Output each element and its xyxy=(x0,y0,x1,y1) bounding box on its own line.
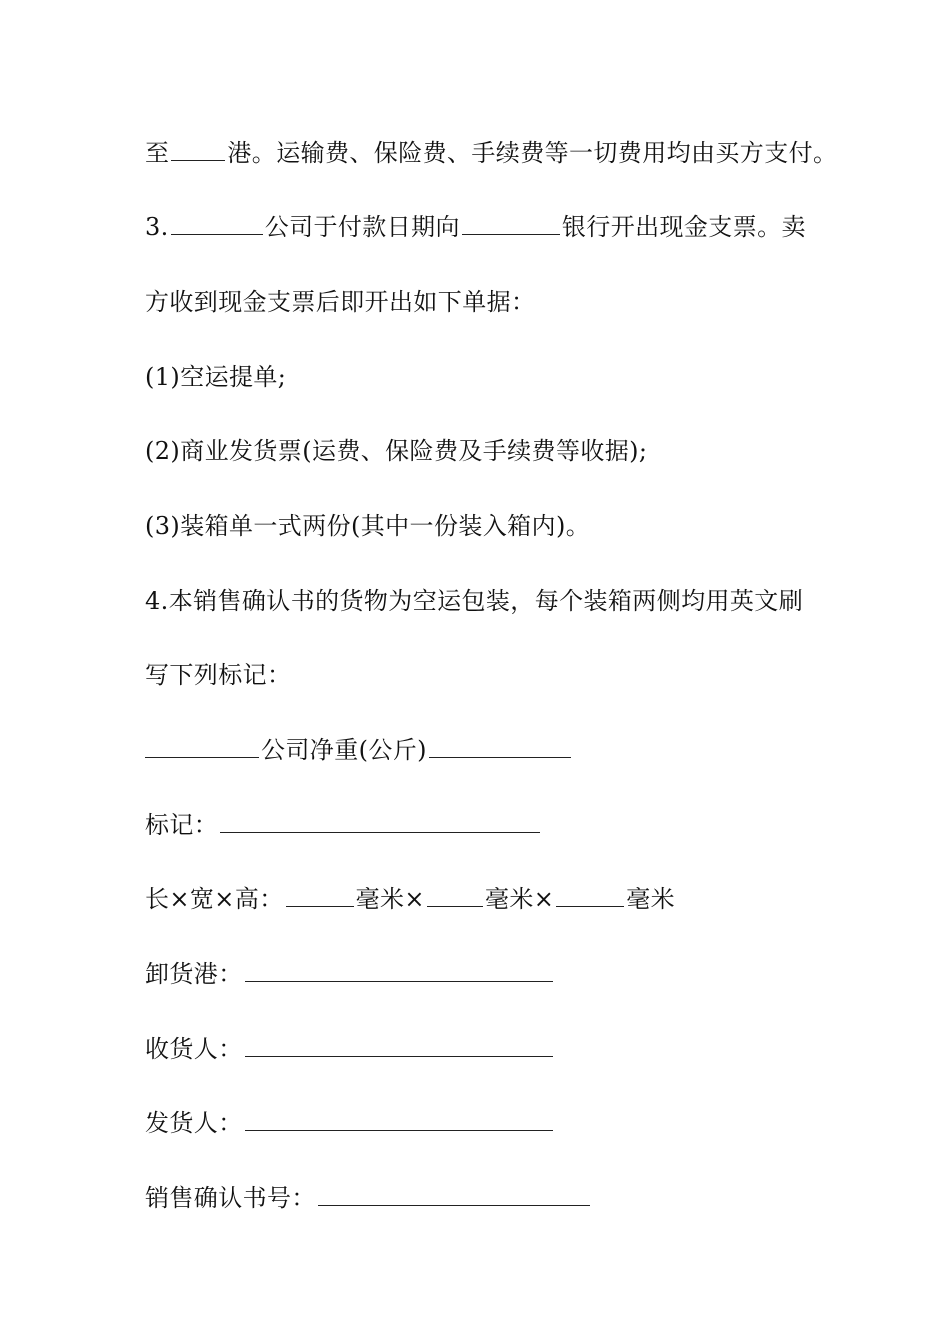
text-segment: 4.本销售确认书的货物为空运包装，每个装箱两侧均用英文刷 xyxy=(145,587,804,615)
fill-blank xyxy=(286,884,354,907)
text-segment: (1)空运提单; xyxy=(145,363,287,391)
text-line-item-1 xyxy=(145,362,286,392)
text-line-company-weight xyxy=(145,735,573,765)
text-segment: 公司于付款日期向 xyxy=(264,213,460,241)
fill-blank xyxy=(171,212,263,235)
text-line-marks-intro xyxy=(145,660,291,690)
fill-blank xyxy=(462,212,560,235)
fill-blank xyxy=(429,735,571,758)
text-segment: 写下列标记： xyxy=(145,661,292,689)
text-segment: 发货人： xyxy=(145,1109,243,1137)
text-segment: 标记： xyxy=(145,811,219,839)
text-segment: 销售确认书号： xyxy=(145,1184,316,1212)
text-segment: 收货人： xyxy=(145,1035,243,1063)
text-segment: 银行开出现金支票。卖 xyxy=(561,213,806,241)
text-line-packaging xyxy=(145,586,803,616)
fill-blank xyxy=(245,959,553,982)
text-line-discharge-port xyxy=(145,959,555,989)
fill-blank xyxy=(245,1108,553,1131)
text-line-mark-field xyxy=(145,810,542,840)
text-segment: 至 xyxy=(145,139,170,167)
text-line-item-3 xyxy=(145,511,590,541)
text-segment: 毫米 xyxy=(626,885,676,913)
text-segment: 方收到现金支票后即开出如下单据： xyxy=(145,288,536,316)
fill-blank xyxy=(318,1183,590,1206)
text-line-dimensions xyxy=(145,884,675,914)
text-segment: 卸货港： xyxy=(145,960,243,988)
text-segment: (2)商业发货票(运费、保险费及手续费等收据); xyxy=(145,437,648,465)
text-line-payment-check xyxy=(145,212,806,242)
text-line-item-2 xyxy=(145,436,647,466)
fill-blank xyxy=(220,810,540,833)
fill-blank xyxy=(427,884,483,907)
text-segment: 长×宽×高： xyxy=(145,885,284,913)
text-line-consignee xyxy=(145,1034,555,1064)
text-line-documents-intro xyxy=(145,287,535,317)
fill-blank xyxy=(145,735,259,758)
text-segment: 毫米× xyxy=(484,885,555,913)
text-segment: (3)装箱单一式两份(其中一份装入箱内)。 xyxy=(145,512,591,540)
text-segment: 港。运输费、保险费、手续费等一切费用均由买方支付。 xyxy=(227,139,838,167)
text-line-shipper xyxy=(145,1108,555,1138)
fill-blank xyxy=(556,884,624,907)
text-segment: 3. xyxy=(145,213,169,241)
text-segment: 公司净重(公斤) xyxy=(261,736,427,764)
fill-blank xyxy=(245,1034,553,1057)
text-segment: 毫米× xyxy=(355,885,425,913)
text-line-confirmation-number xyxy=(145,1183,592,1213)
fill-blank xyxy=(171,138,225,161)
text-line-port-fees xyxy=(145,138,837,168)
